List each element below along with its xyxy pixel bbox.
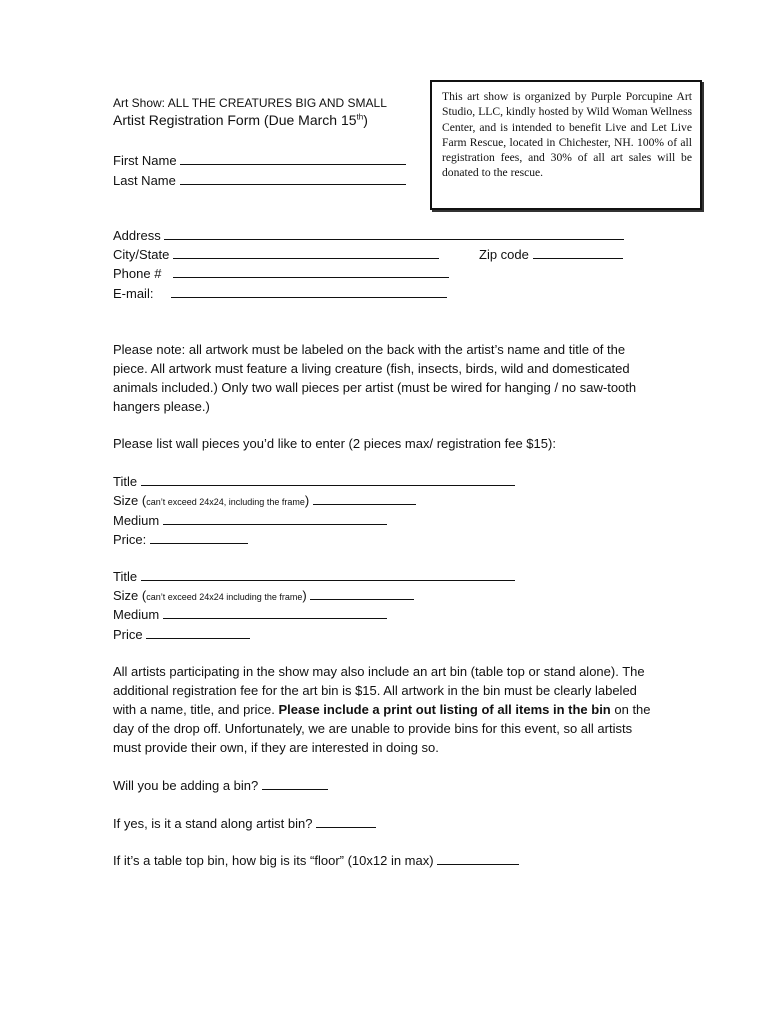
piece2-size-note: can’t exceed 24x24 including the frame: [146, 592, 303, 602]
bin-q1-row: [113, 776, 328, 794]
phone-row: [113, 264, 449, 282]
form-title-end: ): [363, 112, 368, 128]
last-name-row: [113, 171, 406, 189]
city-state-label: City/State: [113, 247, 170, 262]
bin-q1-field[interactable]: [262, 776, 328, 790]
piece2-price-label: Price: [113, 627, 143, 642]
piece2-price-field[interactable]: [146, 625, 250, 639]
info-box-text: This art show is organized by Purple Porcupine Art Studio, LLC, kindly hosted by Wild Woman Wellness Center, and is intended to benefit Live and Let Live Farm Rescue, located in Chichester, NH. 100% of all registration fees, and 30% of all art sales will be donated to the rescue.: [442, 90, 692, 180]
form-title-sup: th: [356, 112, 364, 122]
note-paragraph: Please note: all artwork must be labeled on the back with the artist’s name and title of the piece. All artwork must feature a living creature (fish, insects, birds, wild and domesticated animals included.) Only two wall pieces per artist (must be wired for hanging / no saw-tooth hangers please.): [113, 342, 637, 414]
phone-field[interactable]: [173, 264, 449, 278]
bin-paragraph-start: All artists participating in the show may also include an art bin (table top or stand alone). The additional registration fee for the art bin is $15. All artwork in the bin must be clearly labeled with a name, title, and price.: [113, 664, 645, 717]
address-label: Address: [113, 228, 161, 243]
info-box: [430, 80, 702, 210]
piece2-size-field[interactable]: [310, 586, 414, 600]
piece1-title-field[interactable]: [141, 472, 515, 486]
email-field[interactable]: [171, 284, 447, 298]
piece1-title-label: Title: [113, 474, 138, 489]
piece1-medium-label: Medium: [113, 513, 160, 528]
last-name-label: Last Name: [113, 173, 176, 188]
zip-field[interactable]: [533, 245, 623, 259]
first-name-label: First Name: [113, 153, 177, 168]
piece1-size-row: [113, 491, 416, 511]
show-title: Art Show: ALL THE CREATURES BIG AND SMALL: [113, 96, 387, 110]
form-title-text: Artist Registration Form (Due March 15: [113, 112, 357, 128]
piece1-size-note: can’t exceed 24x24, including the frame: [146, 497, 305, 507]
bin-q2-row: [113, 814, 376, 832]
zip-label: Zip code: [479, 247, 529, 262]
email-row: [113, 284, 447, 302]
address-field[interactable]: [164, 226, 624, 240]
bin-q2-field[interactable]: [316, 814, 376, 828]
piece2-title-row: [113, 567, 515, 585]
bin-q3-field[interactable]: [437, 851, 519, 865]
piece1-title-row: [113, 472, 515, 490]
piece2-medium-row: [113, 605, 387, 623]
email-label: E-mail:: [113, 286, 154, 301]
form-title: [113, 112, 368, 129]
wall-pieces-heading: Please list wall pieces you’d like to enter (2 pieces max/ registration fee $15):: [113, 436, 556, 451]
piece1-price-row: [113, 530, 248, 548]
piece2-title-label: Title: [113, 569, 138, 584]
address-row: [113, 226, 624, 244]
piece1-price-field[interactable]: [150, 530, 248, 544]
piece1-size-field[interactable]: [313, 491, 416, 505]
piece1-size-label: Size (: [113, 493, 147, 508]
bin-q1-label: Will you be adding a bin?: [113, 778, 259, 793]
first-name-row: [113, 151, 406, 169]
bin-q3-row: [113, 851, 519, 869]
zip-row: [479, 245, 623, 263]
piece1-medium-row: [113, 511, 387, 529]
piece2-size-row: [113, 586, 414, 606]
piece2-medium-label: Medium: [113, 607, 160, 622]
bin-paragraph-end: on the day of the drop off. Unfortunately, we are unable to provide bins for this event, so all artists must provide their own, if they are interested in doing so.: [113, 702, 651, 755]
bin-q2-label: If yes, is it a stand along artist bin?: [113, 816, 313, 831]
piece1-price-label: Price:: [113, 532, 147, 547]
bin-paragraph-bold: Please include a print out listing of all items in the bin: [278, 702, 611, 717]
piece1-medium-field[interactable]: [163, 511, 387, 525]
first-name-field[interactable]: [180, 151, 406, 165]
bin-paragraph: [113, 662, 653, 757]
phone-label: Phone #: [113, 266, 162, 281]
piece2-size-label: Size (: [113, 588, 147, 603]
piece2-size-end: ): [302, 588, 307, 603]
piece2-medium-field[interactable]: [163, 605, 387, 619]
piece2-title-field[interactable]: [141, 567, 515, 581]
piece1-size-end: ): [304, 493, 310, 508]
last-name-field[interactable]: [180, 171, 406, 185]
city-state-field[interactable]: [173, 245, 439, 259]
piece2-price-row: [113, 625, 250, 643]
bin-q3-label: If it’s a table top bin, how big is its “floor” (10x12 in max): [113, 853, 434, 868]
city-state-row: [113, 245, 439, 263]
